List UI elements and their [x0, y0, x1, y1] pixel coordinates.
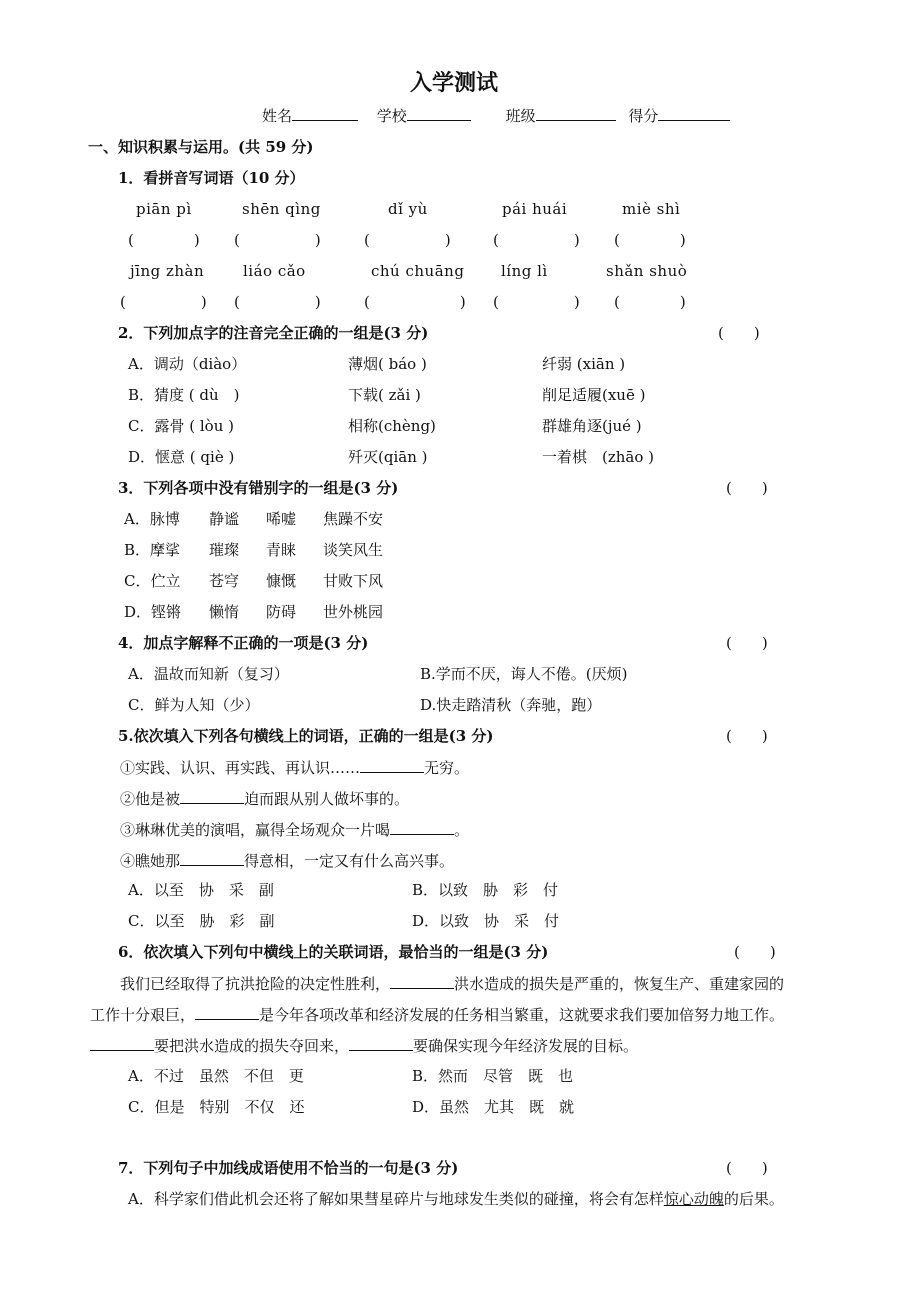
- q6-blank-2[interactable]: [195, 1004, 259, 1020]
- q3-option-c-2: 苍穹: [209, 572, 240, 590]
- q3-title: 3．下列各项中没有错别字的一组是(3 分): [118, 479, 399, 497]
- q6-line-3-mid: 要把洪水造成的损失夺回来，: [154, 1037, 350, 1055]
- q1-answer-box-4[interactable]: ( ): [493, 231, 580, 249]
- q1-answer-box-2[interactable]: ( ): [234, 231, 321, 249]
- q5-blank-4[interactable]: [180, 850, 244, 866]
- q5-sentence-1-pre: ①实践、认识、再实践、再认识……: [120, 759, 361, 777]
- q6-option-a: A．不过 虽然 不但 更: [128, 1067, 304, 1085]
- student-info-line: [262, 105, 730, 126]
- q3-option-d-3: 防碍: [266, 603, 297, 621]
- q2-option-b-2: 下载( zǎi ): [348, 386, 421, 404]
- q1-pinyin-2: shēn qìng: [242, 200, 321, 218]
- score-label: 得分: [628, 107, 659, 125]
- q7-option-a-pre: A．科学家们借此机会还将了解如果彗星碎片与地球发生类似的碰撞，将会有怎样: [128, 1190, 664, 1208]
- q3-option-c-4: 甘败下风: [323, 572, 384, 590]
- q1-answer-box-7[interactable]: ( ): [234, 293, 321, 311]
- q2-option-a-1: A．调动（diào）: [128, 355, 247, 373]
- q6-blank-3[interactable]: [90, 1035, 154, 1051]
- q4-title: 4．加点字解释不正确的一项是(3 分): [118, 634, 369, 652]
- q5-option-d: D．以致 协 采 付: [412, 912, 560, 930]
- q6-blank-4[interactable]: [349, 1035, 413, 1051]
- q5-blank-2[interactable]: [180, 788, 244, 804]
- q1-title: 1．看拼音写词语（10 分）: [118, 169, 305, 187]
- q5-sentence-4-pre: ④瞧她那: [120, 852, 181, 870]
- q2-option-d-2: 歼灭(qiān ): [348, 448, 428, 466]
- q2-answer-bracket[interactable]: ( ): [718, 324, 760, 342]
- q5-answer-bracket[interactable]: ( ): [726, 727, 768, 745]
- q1-pinyin-4: pái huái: [502, 200, 568, 218]
- section-heading: 一、知识积累与运用。(共 59 分): [88, 138, 314, 156]
- q7-title: 7．下列句子中加线成语使用不恰当的一句是(3 分): [118, 1159, 459, 1177]
- q3-option-b-4: 谈笑风生: [323, 541, 384, 559]
- q2-title: 2．下列加点字的注音完全正确的一组是(3 分): [118, 324, 429, 342]
- q1-answer-box-9[interactable]: ( ): [493, 293, 580, 311]
- q3-option-d-4: 世外桃园: [323, 603, 384, 621]
- q3-option-c-3: 慷慨: [266, 572, 297, 590]
- q6-option-c: C．但是 特别 不仅 还: [128, 1098, 305, 1116]
- q5-sentence-2: [120, 788, 409, 809]
- q5-sentence-3-post: 。: [454, 821, 470, 839]
- q4-answer-bracket[interactable]: ( ): [726, 634, 768, 652]
- q4-option-c: C．鲜为人知（少）: [128, 696, 260, 714]
- name-label: 姓名: [262, 107, 293, 125]
- q2-option-a-3: 纤弱 (xiān ): [542, 355, 626, 373]
- q2-option-d-3: 一着棋 (zhāo ): [542, 448, 655, 466]
- q1-pinyin-8: chú chuāng: [371, 262, 465, 280]
- q3-option-b-3: 青睐: [266, 541, 297, 559]
- q2-option-b-3: 削足适履(xuē ): [542, 386, 646, 404]
- q4-option-a: A．温故而知新（复习）: [128, 665, 289, 683]
- q5-sentence-4: [120, 850, 454, 871]
- q1-pinyin-5: miè shì: [622, 200, 681, 218]
- q4-option-b: B.学而不厌，诲人不倦。(厌烦): [420, 665, 628, 683]
- school-label: 学校: [376, 107, 407, 125]
- q1-answer-box-3[interactable]: ( ): [364, 231, 451, 249]
- class-blank[interactable]: [536, 105, 616, 121]
- q6-line-1-pre: 我们已经取得了抗洪抢险的决定性胜利，: [120, 975, 391, 993]
- q2-option-c-3: 群雄角逐(jué ): [542, 417, 642, 435]
- q6-passage-line-2: [90, 1004, 784, 1025]
- q5-sentence-3: [120, 819, 469, 840]
- q7-underlined-idiom: 惊心动魄: [663, 1190, 724, 1208]
- q5-sentence-1: [120, 757, 469, 778]
- q5-sentence-4-post: 得意相，一定又有什么高兴事。: [244, 852, 455, 870]
- q3-answer-bracket[interactable]: ( ): [726, 479, 768, 497]
- q3-option-a-4: 焦躁不安: [323, 510, 384, 528]
- q6-line-2-pre: 工作十分艰巨，: [90, 1006, 196, 1024]
- q6-answer-bracket[interactable]: ( ): [734, 943, 776, 961]
- q6-title: 6．依次填入下列句中横线上的关联词语，最恰当的一组是(3 分): [118, 943, 549, 961]
- q5-sentence-2-post: 迫而跟从别人做坏事的。: [244, 790, 410, 808]
- q7-option-a-post: 的后果。: [723, 1190, 784, 1208]
- q6-blank-1[interactable]: [390, 973, 454, 989]
- score-blank[interactable]: [658, 105, 730, 121]
- name-blank[interactable]: [292, 105, 358, 121]
- q2-option-c-1: C．露骨 ( lòu ): [128, 417, 234, 435]
- q3-option-a-1: A．脉博: [124, 510, 180, 528]
- q1-pinyin-9: líng lì: [501, 262, 548, 280]
- q6-line-1-post: 洪水造成的损失是严重的，恢复生产、重建家园的: [454, 975, 785, 993]
- page-title: 入学测试: [410, 71, 499, 96]
- q1-pinyin-10: shǎn shuò: [606, 262, 688, 280]
- q5-title: 5.依次填入下列各句横线上的词语，正确的一组是(3 分): [118, 727, 494, 745]
- q3-option-a-3: 唏嘘: [266, 510, 297, 528]
- q5-sentence-1-post: 无穷。: [424, 759, 470, 777]
- q1-answer-box-8[interactable]: ( ): [364, 293, 466, 311]
- q3-option-a-2: 静谧: [209, 510, 240, 528]
- q5-option-b: B．以致 胁 彩 付: [412, 881, 559, 899]
- q5-sentence-2-pre: ②他是被: [120, 790, 181, 808]
- q5-sentence-3-pre: ③琳琳优美的演唱，赢得全场观众一片喝: [120, 821, 391, 839]
- q7-option-a: [128, 1189, 784, 1209]
- q5-blank-3[interactable]: [390, 819, 454, 835]
- q3-option-d-2: 懒惰: [209, 603, 240, 621]
- q1-pinyin-1: piān pì: [136, 200, 192, 218]
- q6-passage-line-1: [120, 973, 784, 994]
- q5-blank-1[interactable]: [360, 757, 424, 773]
- q6-line-3-post: 要确保实现今年经济发展的目标。: [413, 1037, 639, 1055]
- q1-pinyin-6: jīng zhàn: [130, 262, 205, 280]
- q3-option-b-1: B．摩挲: [124, 541, 181, 559]
- q6-passage-line-3: [90, 1035, 638, 1056]
- q2-option-c-2: 相称(chèng): [348, 417, 436, 435]
- q2-option-a-2: 薄烟( báo ): [348, 355, 427, 373]
- q3-option-c-1: C．伫立: [124, 572, 181, 590]
- q6-option-d: D．虽然 尤其 既 就: [412, 1098, 575, 1116]
- q6-line-2-post: 是今年各项改革和经济发展的任务相当繁重，这就要求我们要加倍努力地工作。: [259, 1006, 785, 1024]
- q5-option-a: A．以至 协 采 副: [128, 881, 274, 899]
- q5-option-c: C．以至 胁 彩 副: [128, 912, 275, 930]
- q1-pinyin-3: dǐ yù: [388, 200, 428, 218]
- q1-answer-box-10[interactable]: ( ): [614, 293, 686, 311]
- q1-answer-box-5[interactable]: ( ): [614, 231, 686, 249]
- q1-pinyin-7: liáo cǎo: [243, 262, 306, 280]
- q1-answer-box-1[interactable]: ( ): [128, 231, 200, 249]
- q2-option-d-1: D．惬意 ( qiè ): [128, 448, 235, 466]
- q1-answer-box-6[interactable]: ( ): [120, 293, 207, 311]
- q4-option-d: D.快走踏清秋（奔驰，跑）: [420, 696, 602, 714]
- q6-option-b: B．然而 尽管 既 也: [412, 1067, 574, 1085]
- q3-option-d-1: D．铿锵: [124, 603, 182, 621]
- q2-option-b-1: B．猜度 ( dù ): [128, 386, 240, 404]
- q3-option-b-2: 璀璨: [209, 541, 240, 559]
- q7-answer-bracket[interactable]: ( ): [726, 1159, 768, 1177]
- class-label: 班级: [505, 107, 536, 125]
- school-blank[interactable]: [407, 105, 471, 121]
